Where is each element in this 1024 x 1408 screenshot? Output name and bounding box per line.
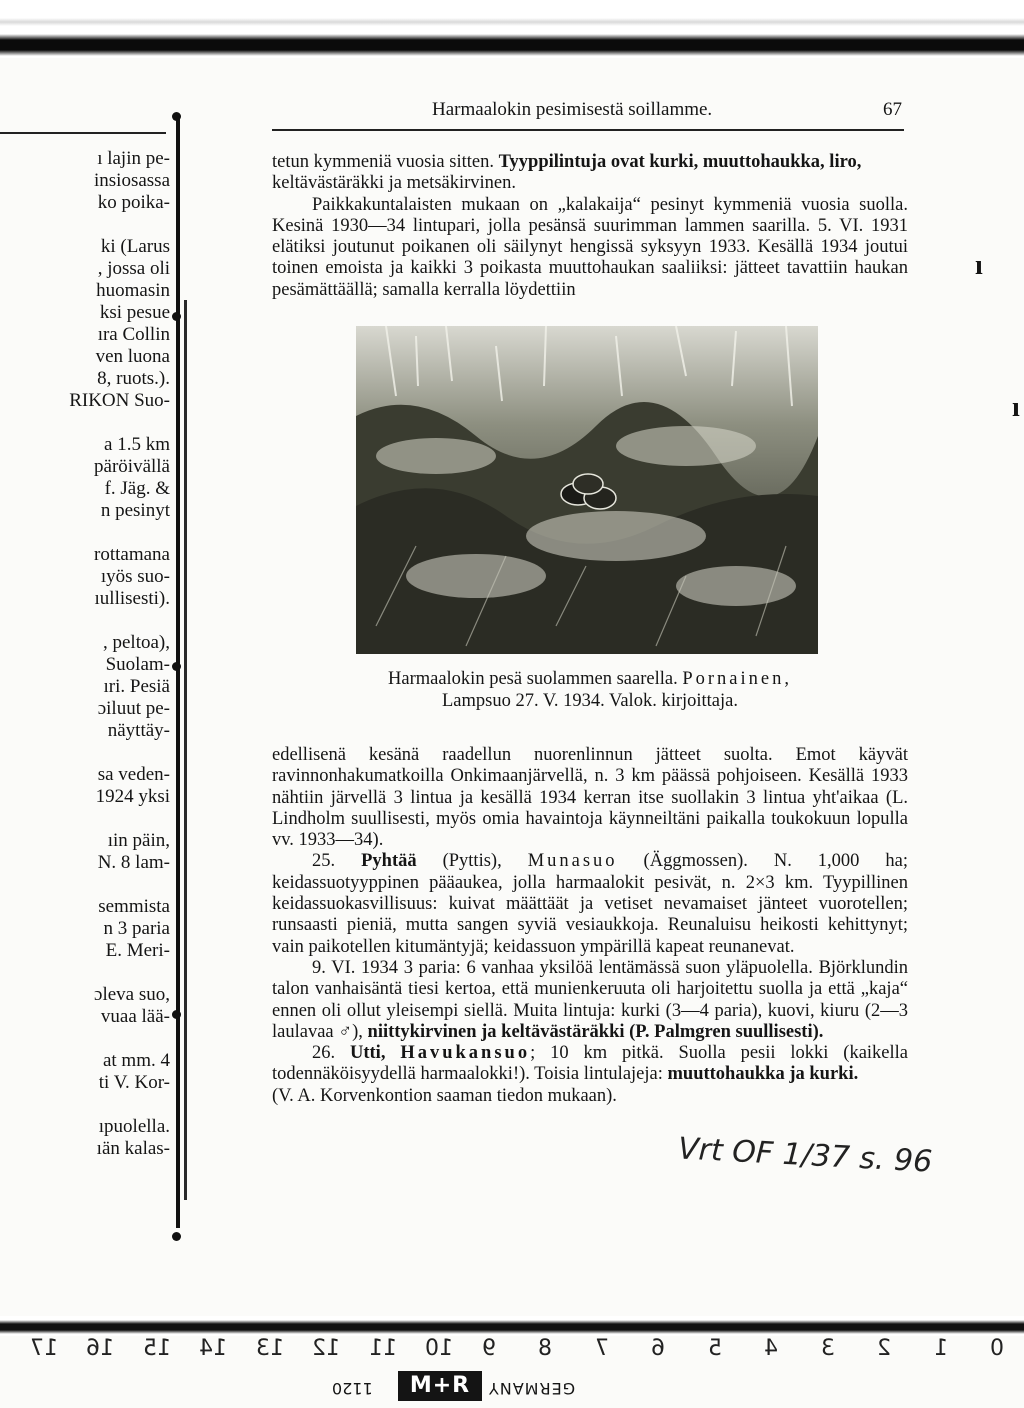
ruler-number: 5 bbox=[707, 1336, 722, 1361]
ruler-number: 14 bbox=[199, 1336, 227, 1361]
binding-mark bbox=[172, 662, 181, 671]
left-column-line: ıra Collin bbox=[97, 324, 170, 345]
left-column-line: f. Jäg. & bbox=[104, 478, 170, 499]
left-column-line: semmista bbox=[98, 896, 170, 917]
entry-26 bbox=[272, 1043, 908, 1086]
left-column-line: 8, ruots.). bbox=[97, 368, 170, 389]
binding-mark bbox=[172, 1010, 181, 1019]
intro-text bbox=[272, 152, 908, 301]
scanner-ruler bbox=[0, 1336, 1024, 1366]
left-column-line: ıän kalas- bbox=[96, 1138, 170, 1159]
ruler-number: 16 bbox=[86, 1336, 114, 1361]
header-title: Harmaalokin pesimisestä soillamme. bbox=[432, 99, 713, 120]
running-header bbox=[272, 95, 904, 131]
handwritten-note: Vrt OF 1/37 s. 96 bbox=[677, 1131, 934, 1180]
left-column-line: ıyös suo- bbox=[100, 566, 170, 587]
body-text bbox=[272, 745, 908, 1107]
intro-paragraph: Paikkakuntalaisten mukaan on „kalakaija“ pesinyt kymmeniä vuosia suolla. Kesinä 1930—34 lintupari, jolla pesänsä suurimman lammen saarilla. 5. VI. 1931 elätiksi joutunut poikanen oli säilynyt hengissä syksyyn 1933. Kesällä 1934 joutui toinen emoista ja kaikki 3 poikasta muuttohaukan saaliiksi: jätteet tavattiin haukan pesämättäällä; samalla kerralla löydettiin bbox=[272, 194, 908, 300]
entry-place: Havukansuo bbox=[400, 1043, 531, 1064]
ruler-number: 1 bbox=[933, 1336, 948, 1361]
left-column-line: ıri. Pesiä bbox=[103, 676, 170, 697]
left-column-line: ko poika- bbox=[97, 192, 170, 213]
ruler-number: 11 bbox=[368, 1336, 397, 1361]
scan-top-edge bbox=[0, 0, 1024, 58]
ruler-brand-number: 1120 bbox=[332, 1379, 373, 1398]
entry-bold: muuttohaukka ja kurki. bbox=[667, 1064, 859, 1085]
ruler-number: 0 bbox=[990, 1336, 1004, 1361]
left-column-line: sa veden- bbox=[97, 764, 170, 785]
left-column-line: vuaa lää- bbox=[100, 1006, 170, 1027]
left-column-line: n pesinyt bbox=[100, 500, 170, 521]
left-column-line: N. 8 lam- bbox=[97, 852, 170, 873]
left-column-line: ıpuolella. bbox=[98, 1116, 170, 1137]
left-column-line: at mm. 4 bbox=[102, 1050, 170, 1071]
left-column-line: ı lajin pe- bbox=[97, 148, 170, 169]
ruler-number: 3 bbox=[820, 1336, 835, 1361]
binding-mark bbox=[172, 1232, 181, 1241]
entry-number: 25. bbox=[312, 851, 362, 872]
left-column-line: , jossa oli bbox=[97, 258, 170, 279]
left-column-line: n 3 paria bbox=[103, 918, 170, 939]
ruler-number: 4 bbox=[764, 1336, 778, 1361]
entry-25 bbox=[272, 851, 908, 957]
left-column-line: päröivällä bbox=[94, 456, 170, 477]
ruler-number: 6 bbox=[651, 1336, 665, 1361]
left-column-line: ɔiluut pe- bbox=[97, 698, 170, 719]
ruler-number: 10 bbox=[425, 1336, 453, 1361]
ruler-number: 9 bbox=[481, 1336, 496, 1361]
paragraph-9-vi bbox=[272, 958, 908, 1043]
scan-speck: ı bbox=[975, 250, 983, 281]
left-column-line: näyttäy- bbox=[107, 720, 170, 741]
scanner-ruler-bar bbox=[0, 1316, 1024, 1336]
entry-text: (Äggmossen). N. 1,000 ha; keidassuotyyppinen pääaukea, jolla harmaalokit pesivät, n. 2×3 km. Tyypillinen keidassuokasvillisuus: kuivat määttäät ja vetiset nevamaiset jänteet vuorotellen; runsaasti pieniä, mutta sangen syviä vesiaukkoja. Reunaluisu heikosti kehittynyt; vain paikotellen kitumäntyjä; keidassuon ympärillä kapeat reunanevat. bbox=[272, 851, 908, 957]
entry-26-source: (V. A. Korvenkontion saaman tiedon mukaan). bbox=[272, 1085, 617, 1106]
left-column-line: insiosassa bbox=[94, 170, 170, 191]
ruler-brand-country: GERMANY bbox=[488, 1379, 576, 1398]
left-column-line: ki (Larus bbox=[100, 236, 170, 257]
photo-caption bbox=[300, 668, 880, 712]
paragraph-bold: niittykirvinen ja keltävästäräkki (P. Palmgren suullisesti). bbox=[367, 1021, 824, 1042]
left-column-line: a 1.5 km bbox=[104, 434, 170, 455]
ruler-number: 17 bbox=[29, 1336, 58, 1361]
intro-line1-bold: Tyyppilintuja ovat kurki, muuttohaukka, liro, bbox=[498, 152, 862, 172]
left-column-line: E. Meri- bbox=[105, 940, 170, 961]
ruler-number: 7 bbox=[594, 1336, 609, 1361]
left-column-line: ksi pesue bbox=[99, 302, 170, 323]
caption-line2: Lampsuo 27. V. 1934. Valok. kirjoittaja. bbox=[442, 691, 738, 711]
ruler-number: 12 bbox=[312, 1336, 340, 1361]
left-column-line: ıullisesti). bbox=[94, 588, 170, 609]
left-column-rule bbox=[0, 132, 166, 134]
left-column-line: Suolam- bbox=[105, 654, 170, 675]
left-column-line: huomasin bbox=[96, 280, 170, 301]
entry-place: Munasuo bbox=[527, 851, 618, 872]
binding-mark bbox=[172, 112, 181, 121]
ruler-brand-logo: M+R bbox=[398, 1371, 482, 1401]
entry-number: 26. bbox=[312, 1043, 350, 1064]
entry-name: Pyhtää bbox=[361, 851, 417, 872]
paragraph-text: 9. VI. 1934 3 paria: 6 vanhaa yksilöä lentämässä suon yläpuolella. Björklundin talon vanhaisäntä tiesi kertoa, että munienkeruuta oli harjoitettu suolla ja että „kaja“ ennen oli ollut yleisempi siellä. Muita lintuja: kurki (3—4 paria), kuovi, kiuru (2—3 laulavaa ♂), bbox=[272, 957, 908, 1042]
left-column-line: , peltoa), bbox=[102, 632, 170, 653]
scan-speck: ı bbox=[1012, 392, 1020, 423]
ruler-number: 13 bbox=[255, 1336, 284, 1361]
left-column-line: RIKON Suo- bbox=[69, 390, 170, 411]
ruler-number: 8 bbox=[538, 1336, 552, 1361]
left-column-line: ɔleva suo, bbox=[94, 984, 170, 1005]
left-column-line: ti V. Kor- bbox=[98, 1072, 170, 1093]
binding-mark bbox=[172, 312, 181, 321]
entry-name: Utti, bbox=[350, 1043, 386, 1064]
caption-line1: Harmaalokin pesä suolammen saarella. bbox=[388, 669, 683, 689]
intro-line2: keltävästäräkki ja metsäkirvinen. bbox=[272, 173, 517, 194]
binding-gutter-shadow bbox=[184, 300, 187, 1200]
left-column-line: ıin päin, bbox=[107, 830, 170, 851]
entry-text: ; 10 km pitkä. Suolla pesii lokki (kaikella todennäköisyydellä harmaalokki!). Toisia lintulajeja: bbox=[272, 1043, 909, 1085]
entry-text: (Pyttis), bbox=[416, 851, 528, 872]
left-column-line: rottamana bbox=[94, 544, 170, 565]
intro-line1: tetun kymmeniä vuosia sitten. bbox=[272, 152, 499, 172]
binding-gutter bbox=[176, 118, 180, 1228]
nest-photograph bbox=[356, 326, 818, 654]
left-column-line: ven luona bbox=[95, 346, 170, 367]
page-number: 67 bbox=[883, 99, 902, 120]
ruler-number: 15 bbox=[142, 1336, 171, 1361]
ruler-number: 2 bbox=[877, 1336, 891, 1361]
body-paragraph-1: edellisenä kesänä raadellun nuorenlinnun jätteet suolta. Emot käyvät ravinnonhakumatkoilla Onkimaanjärvellä, n. 3 km päässä pohjoiseen. Kesällä 1933 nähtiin järvellä 3 lintua ja kesällä 1934 kerran itse suollakin 3 lintua yht'aikaa (L. Lindholm suullisesti, myös omia havaintoja käynneiltäni paikalla toukokuun lopulla vv. 1933—34). bbox=[272, 745, 908, 851]
left-column-line: 1924 yksi bbox=[95, 786, 170, 807]
caption-place: Pornainen, bbox=[682, 669, 792, 689]
